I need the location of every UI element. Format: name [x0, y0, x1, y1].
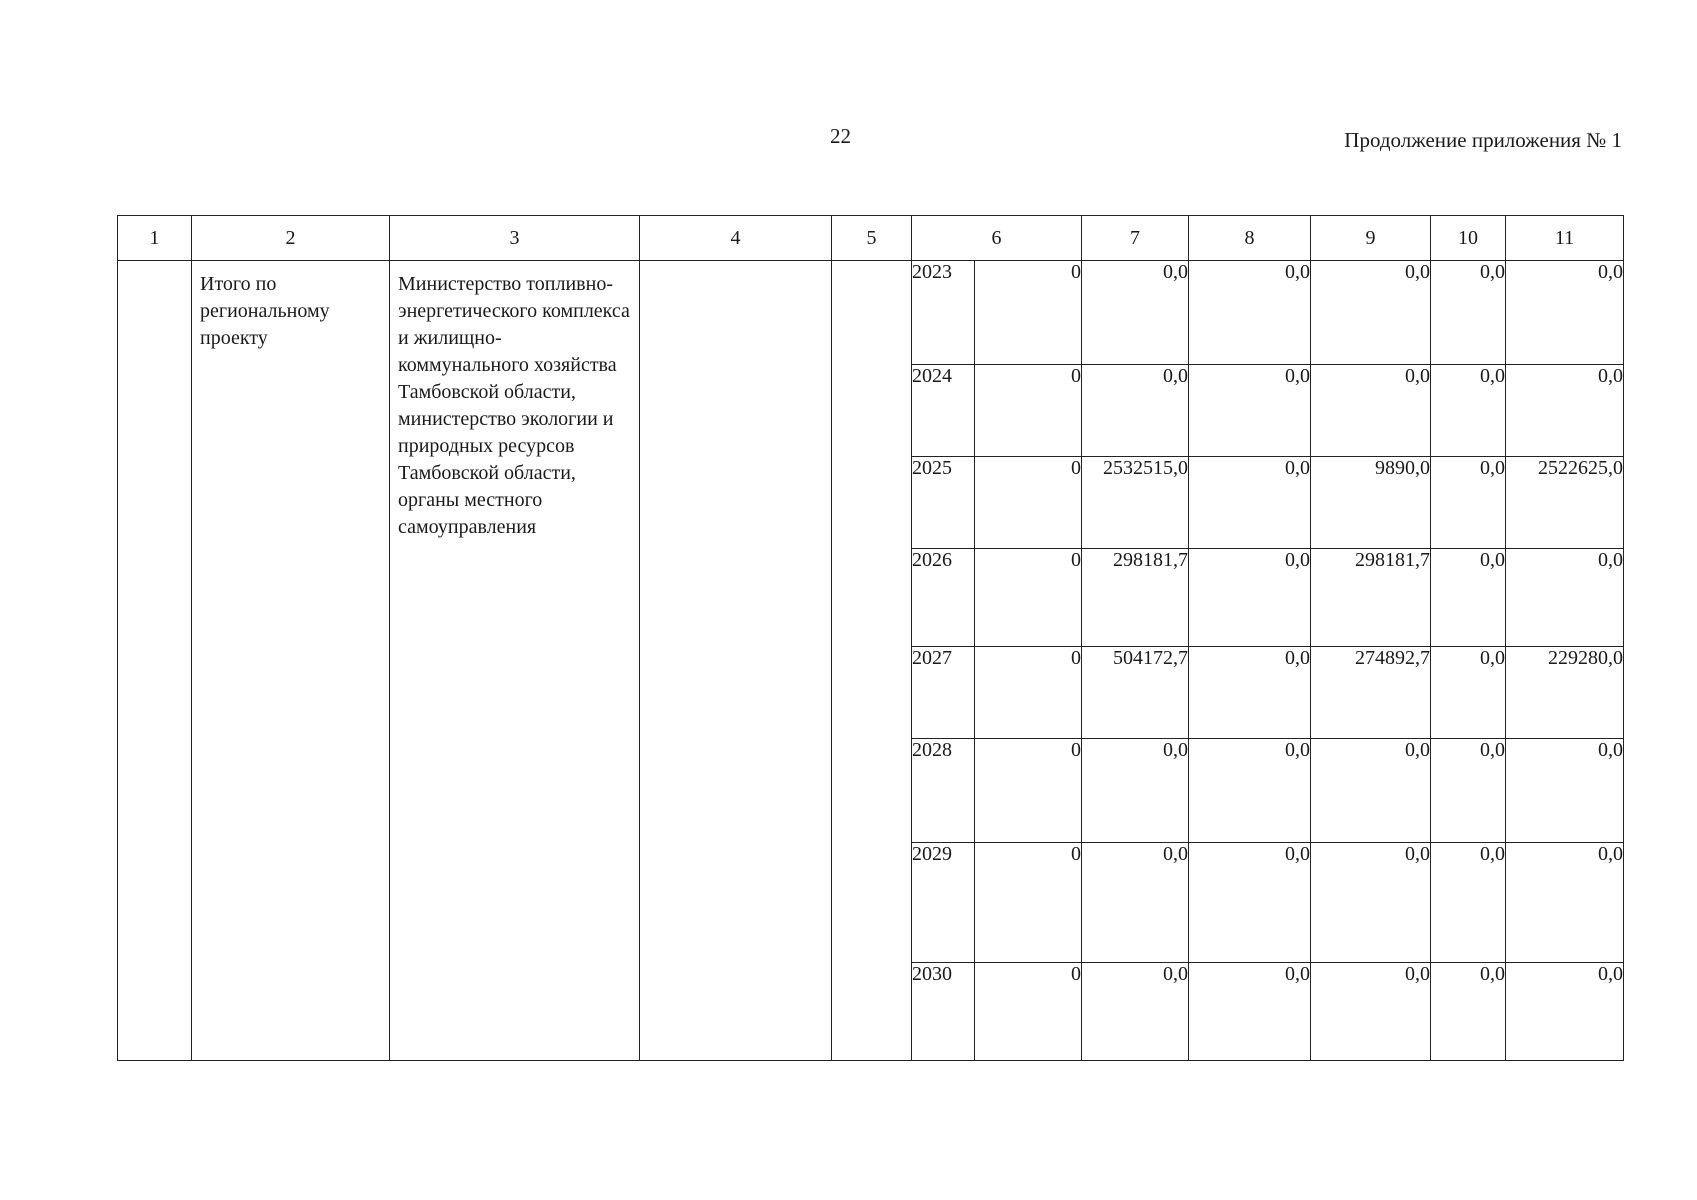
column-6-value: 0 — [975, 843, 1082, 963]
column-8-value: 0,0 — [1189, 549, 1311, 647]
row-number-cell — [118, 261, 192, 1061]
column-6-value: 0 — [975, 549, 1082, 647]
column-9-value: 274892,7 — [1311, 647, 1431, 739]
column-number-7: 7 — [1082, 216, 1189, 261]
column-number-2: 2 — [192, 216, 390, 261]
table-body — [118, 261, 1624, 1061]
column-number-6: 6 — [912, 216, 1082, 261]
column-4-cell — [640, 261, 832, 1061]
column-10-value: 0,0 — [1431, 457, 1506, 549]
column-11-value: 0,0 — [1506, 549, 1624, 647]
column-number-row — [118, 216, 1624, 261]
column-8-value: 0,0 — [1189, 843, 1311, 963]
column-number-3: 3 — [390, 216, 640, 261]
responsible-cell — [390, 261, 640, 1061]
column-8-value: 0,0 — [1189, 261, 1311, 365]
column-7-value: 0,0 — [1082, 963, 1189, 1061]
budget-table — [117, 215, 1624, 1061]
column-11-value: 0,0 — [1506, 963, 1624, 1061]
column-11-value: 0,0 — [1506, 739, 1624, 843]
column-number-10: 10 — [1431, 216, 1506, 261]
column-number-11: 11 — [1506, 216, 1624, 261]
column-6-value: 0 — [975, 647, 1082, 739]
year-cell: 2025 — [912, 457, 975, 549]
column-number-9: 9 — [1311, 216, 1431, 261]
column-10-value: 0,0 — [1431, 647, 1506, 739]
column-6-value: 0 — [975, 365, 1082, 457]
column-number-1: 1 — [118, 216, 192, 261]
column-number-5: 5 — [832, 216, 912, 261]
row-title-cell — [192, 261, 390, 1061]
column-6-value: 0 — [975, 457, 1082, 549]
column-6-value: 0 — [975, 963, 1082, 1061]
page-number: 22 — [830, 124, 851, 148]
column-10-value: 0,0 — [1431, 963, 1506, 1061]
column-11-value: 0,0 — [1506, 261, 1624, 365]
column-7-value: 298181,7 — [1082, 549, 1189, 647]
column-10-value: 0,0 — [1431, 739, 1506, 843]
column-9-value: 0,0 — [1311, 365, 1431, 457]
column-9-value: 298181,7 — [1311, 549, 1431, 647]
column-7-value: 0,0 — [1082, 739, 1189, 843]
column-6-value: 0 — [975, 739, 1082, 843]
column-7-value: 0,0 — [1082, 843, 1189, 963]
column-11-value: 0,0 — [1506, 365, 1624, 457]
column-number-8: 8 — [1189, 216, 1311, 261]
column-8-value: 0,0 — [1189, 647, 1311, 739]
page-caption: Продолжение приложения № 1 — [1344, 128, 1622, 152]
year-cell: 2028 — [912, 739, 975, 843]
year-cell: 2029 — [912, 843, 975, 963]
table-row — [118, 261, 1624, 365]
year-cell: 2026 — [912, 549, 975, 647]
column-10-value: 0,0 — [1431, 261, 1506, 365]
responsible-executors: Министерство топливно-энергетического комплекса и жилищно-коммунального хозяйства Тамбовской области, министерство экологии и природных ресурсов Тамбовской области, органы местного самоуправления — [398, 273, 630, 538]
column-8-value: 0,0 — [1189, 963, 1311, 1061]
column-7-value: 0,0 — [1082, 365, 1189, 457]
year-cell: 2027 — [912, 647, 975, 739]
year-cell: 2024 — [912, 365, 975, 457]
column-11-value: 2522625,0 — [1506, 457, 1624, 549]
year-cell: 2023 — [912, 261, 975, 365]
column-6-value: 0 — [975, 261, 1082, 365]
column-8-value: 0,0 — [1189, 457, 1311, 549]
column-7-value: 2532515,0 — [1082, 457, 1189, 549]
column-11-value: 0,0 — [1506, 843, 1624, 963]
column-8-value: 0,0 — [1189, 739, 1311, 843]
row-title: Итого по региональному проекту — [200, 273, 330, 349]
column-9-value: 0,0 — [1311, 843, 1431, 963]
column-9-value: 9890,0 — [1311, 457, 1431, 549]
column-11-value: 229280,0 — [1506, 647, 1624, 739]
column-number-4: 4 — [640, 216, 832, 261]
column-10-value: 0,0 — [1431, 549, 1506, 647]
column-9-value: 0,0 — [1311, 739, 1431, 843]
column-10-value: 0,0 — [1431, 843, 1506, 963]
column-9-value: 0,0 — [1311, 963, 1431, 1061]
column-10-value: 0,0 — [1431, 365, 1506, 457]
column-7-value: 0,0 — [1082, 261, 1189, 365]
column-5-cell — [832, 261, 912, 1061]
column-7-value: 504172,7 — [1082, 647, 1189, 739]
column-9-value: 0,0 — [1311, 261, 1431, 365]
year-cell: 2030 — [912, 963, 975, 1061]
column-8-value: 0,0 — [1189, 365, 1311, 457]
